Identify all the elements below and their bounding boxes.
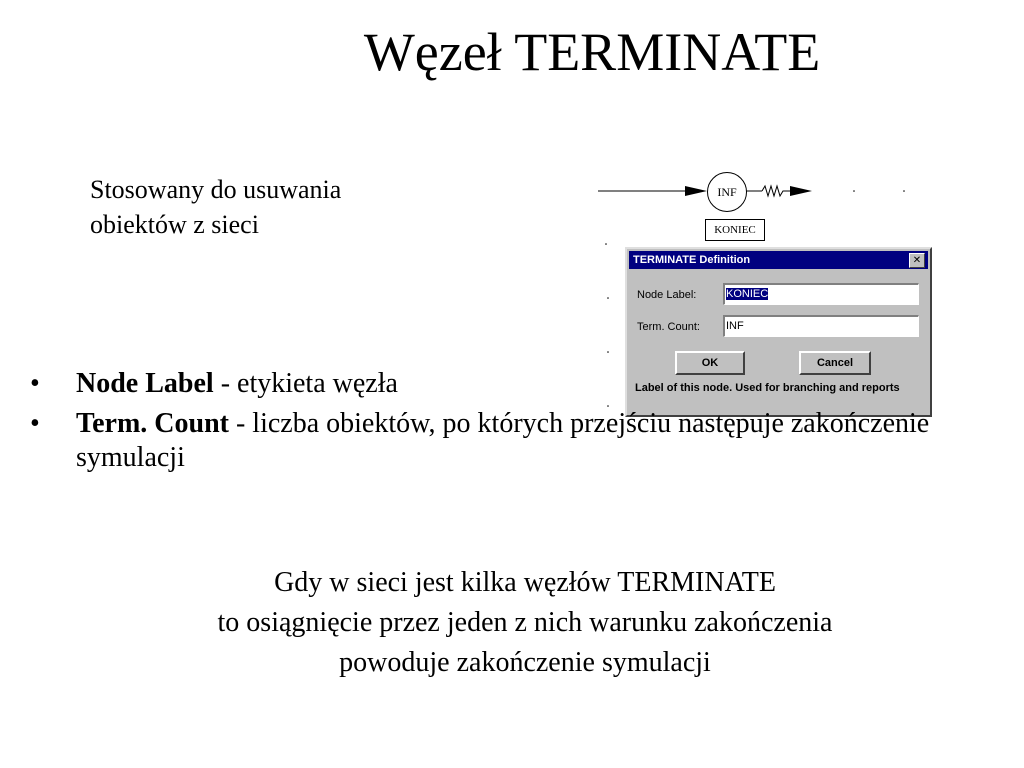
bullet-icon: • (30, 368, 40, 399)
footer-line-3: powoduje zakończenie symulacji (339, 647, 711, 678)
node-label-field[interactable] (723, 283, 919, 305)
bullet-term: Term. Count (76, 408, 229, 439)
help-text: Label of this node. Used for branching and reports (635, 382, 900, 394)
bullet-item (30, 367, 970, 401)
node-label-caption: Node Label: (637, 289, 697, 301)
bullet-term: Node Label (76, 368, 214, 399)
bullet-item (30, 407, 946, 475)
close-icon[interactable]: ✕ (909, 253, 925, 268)
bullet-desc: - liczba obiektów, po których przejściu następuje zakończenie symulacji (76, 408, 930, 473)
term-count-caption: Term. Count: (637, 321, 700, 333)
dialog-title: TERMINATE Definition (633, 254, 751, 266)
outgoing-arrowhead (790, 186, 812, 196)
ok-button[interactable]: OK (675, 351, 745, 375)
footer-line-2: to osiągnięcie przez jeden z nich warunku zakończenia (217, 607, 833, 638)
footer-note (0, 563, 1024, 683)
footer-line-1: Gdy w sieci jest kilka węzłów TERMINATE (274, 567, 776, 598)
bullet-icon: • (30, 408, 40, 439)
dialog-titlebar (629, 251, 928, 269)
bullet-desc: - etykieta węzła (213, 368, 398, 399)
terminate-node: INF (707, 172, 747, 212)
intro-line-1: Stosowany do usuwania (90, 175, 342, 204)
intro-text (90, 172, 341, 242)
slide-title: Węzeł TERMINATE (363, 22, 821, 82)
term-count-field[interactable]: INF (723, 315, 919, 337)
node-label-value: KONIEC (726, 288, 769, 300)
network-diagram (590, 165, 920, 245)
bullet-list (30, 367, 970, 481)
cancel-button[interactable]: Cancel (799, 351, 871, 375)
zigzag-line (762, 186, 790, 196)
intro-line-2: obiektów z sieci (90, 210, 259, 239)
node-label-box: KONIEC (705, 219, 765, 241)
incoming-arrowhead (685, 186, 707, 196)
